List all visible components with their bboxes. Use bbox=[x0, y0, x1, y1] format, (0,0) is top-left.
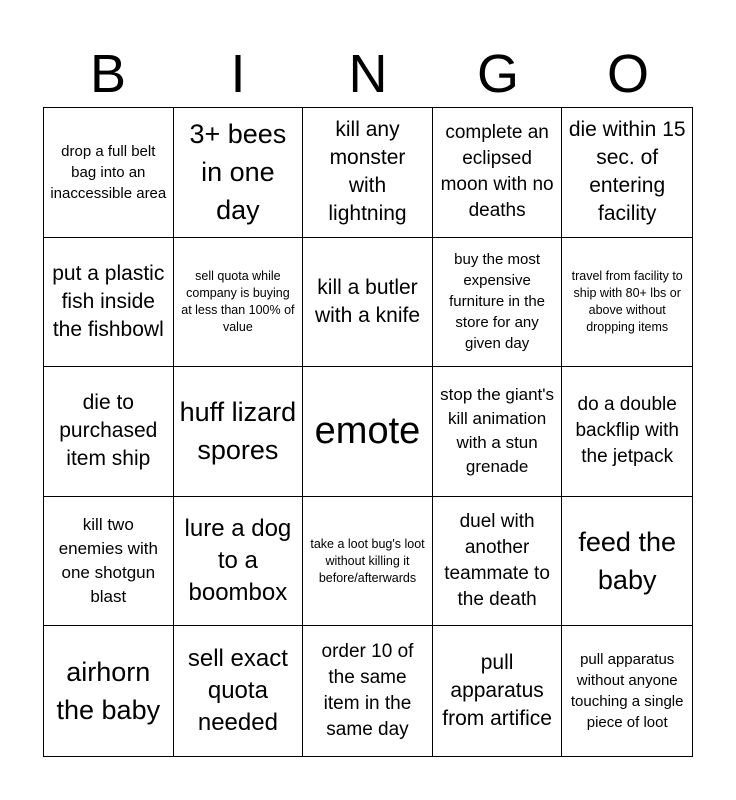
header-letter-b: B bbox=[89, 44, 127, 104]
bingo-cell[interactable]: lure a dog to a boombox bbox=[174, 497, 304, 627]
bingo-cell[interactable]: feed the baby bbox=[562, 497, 692, 627]
bingo-cell[interactable]: take a loot bug's loot without killing it before/afterwards bbox=[303, 497, 433, 627]
bingo-cell[interactable]: order 10 of the same item in the same day bbox=[303, 626, 433, 756]
bingo-cell[interactable]: do a double backflip with the jetpack bbox=[562, 367, 692, 497]
bingo-cell[interactable]: kill two enemies with one shotgun blast bbox=[44, 497, 174, 627]
header-letter-g: G bbox=[476, 44, 519, 104]
bingo-cell[interactable]: duel with another teammate to the death bbox=[433, 497, 563, 627]
bingo-cell[interactable]: pull apparatus without anyone touching a single piece of loot bbox=[570, 651, 684, 732]
bingo-cell[interactable]: airhorn the baby bbox=[44, 626, 174, 756]
header-letter-n: N bbox=[348, 44, 388, 104]
bingo-cell[interactable]: kill any monster with lightning bbox=[303, 108, 433, 238]
bingo-cell[interactable]: sell exact quota needed bbox=[174, 626, 304, 756]
bingo-cell[interactable]: stop the giant's kill animation with a stun grenade bbox=[433, 367, 563, 497]
bingo-grid bbox=[43, 107, 693, 757]
bingo-cell[interactable]: 3+ bees in one day bbox=[174, 108, 304, 238]
bingo-cell[interactable]: kill a butler with a knife bbox=[303, 238, 433, 368]
bingo-cell[interactable]: emote bbox=[303, 367, 433, 497]
bingo-cell[interactable]: complete an eclipsed moon with no deaths bbox=[433, 108, 563, 238]
bingo-header bbox=[43, 40, 693, 108]
bingo-cell[interactable]: put a plastic fish inside the fishbowl bbox=[44, 238, 174, 368]
bingo-cell[interactable]: pull apparatus from artifice bbox=[433, 626, 563, 756]
header-letter-o: O bbox=[606, 44, 649, 104]
bingo-cell[interactable]: travel from facility to ship with 80+ lbs or above without dropping items bbox=[562, 238, 692, 368]
bingo-cell[interactable]: die within 15 sec. of entering facility bbox=[562, 108, 692, 238]
bingo-cell[interactable]: sell quota while company is buying at less than 100% of value bbox=[174, 238, 304, 368]
bingo-cell[interactable]: huff lizard spores bbox=[174, 367, 304, 497]
bingo-cell[interactable]: drop a full belt bag into an inaccessible area bbox=[44, 108, 174, 238]
bingo-cell[interactable]: die to purchased item ship bbox=[44, 367, 174, 497]
bingo-cell[interactable]: buy the most expensive furniture in the store for any given day bbox=[433, 238, 563, 368]
header-letter-i: I bbox=[230, 44, 246, 104]
